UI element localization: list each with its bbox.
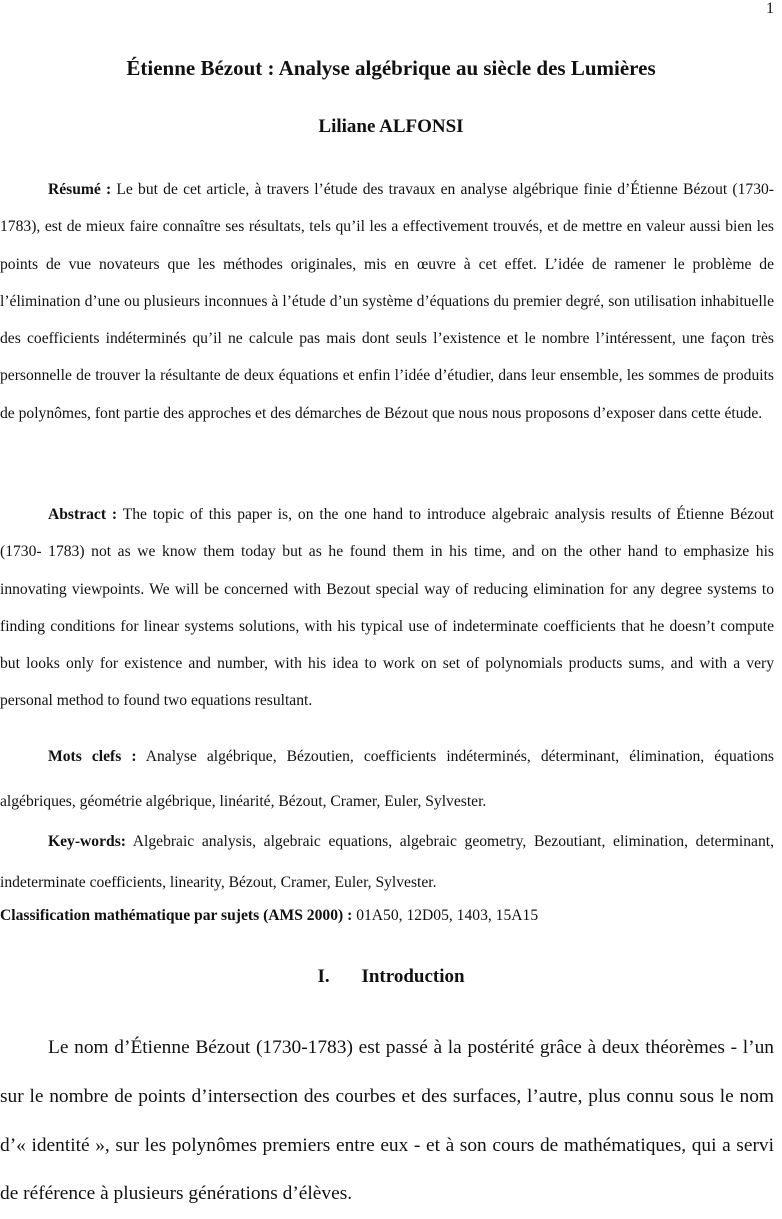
key-words-label: Key-words:: [48, 833, 126, 850]
abstract-text: The topic of this paper is, on the one hand to introduce algebraic analysis results of Étienne Bézout (1730- 1783) not as we know them today but as he found them in his time, and on the other hand to emphasize his innovating viewpoints. We will be concerned with Bezout special way of reducing elimination for any degree systems to finding conditions for linear systems solutions, with his typical use of indeterminate coefficients that he doesn’t compute but looks only for existence and number, with his idea to work on set of polynomials products sums, and with a very personal method to found two equations resultant.: [0, 506, 774, 710]
section-number: I.: [317, 966, 330, 987]
abstract-paragraph: [0, 496, 774, 720]
classification-paragraph: [0, 897, 774, 934]
abstract-label: Abstract :: [48, 506, 118, 523]
resume-label: Résumé :: [48, 181, 112, 198]
intro-paragraph: Le nom d’Étienne Bézout (1730-1783) est passé à la postérité grâce à deux théorèmes - l’un sur le nombre de points d’intersection des courbes et des surfaces, l’autre, plus connu sous le nom d’« identité », sur les polynômes premiers entre eux - et à son cours de mathématiques, qui a servi de référence à plusieurs générations d’élèves.: [0, 1037, 774, 1205]
section-heading: [0, 966, 782, 988]
section-title: Introduction: [361, 966, 465, 987]
classification-text: 01A50, 12D05, 1403, 15A15: [352, 907, 539, 924]
resume-text: Le but de cet article, à travers l’étude des travaux en analyse algébrique finie d’Étienne Bézout (1730-1783), est de mieux faire connaître ses résultats, tels qu’il les a effectivement trouvés, et de mettre en valeur aussi bien les points de vue novateurs que les méthodes originales, mis en œuvre à cet effet. L’idée de ramener le problème de l’élimination d’une ou plusieurs inconnues à l’étude d’un système d’équations du premier degré, son utilisation inhabituelle des coefficients indéterminés qu’il ne calcule pas mais dont seuls l’existence et le nombre l’intéressent, une façon très personnelle de trouver la résultante de deux équations et enfin l’idée d’étudier, dans leur ensemble, les sommes de produits de polynômes, font partie des approches et des démarches de Bézout que nous nous proposons d’exposer dans cette étude.: [0, 181, 774, 422]
key-words-text: Algebraic analysis, algebraic equations, algebraic geometry, Bezoutiant, elimination, determinant, indeterminate coefficients, linearity, Bézout, Cramer, Euler, Sylvester.: [0, 833, 774, 891]
resume-paragraph: [0, 171, 774, 432]
page-number: 1: [766, 0, 774, 17]
key-words-paragraph: [0, 821, 774, 903]
mots-clefs-text: Analyse algébrique, Bézoutien, coefficients indéterminés, déterminant, élimination, équations algébriques, géométrie algébrique, linéarité, Bézout, Cramer, Euler, Sylvester.: [0, 748, 775, 810]
mots-clefs-paragraph: [0, 734, 774, 824]
paper-title: Étienne Bézout : Analyse algébrique au siècle des Lumières: [126, 56, 656, 80]
classification-label: Classification mathématique par sujets (AMS 2000) :: [0, 907, 353, 924]
mots-clefs-label: Mots clefs :: [48, 748, 137, 765]
author-name: Liliane ALFONSI: [318, 116, 464, 137]
